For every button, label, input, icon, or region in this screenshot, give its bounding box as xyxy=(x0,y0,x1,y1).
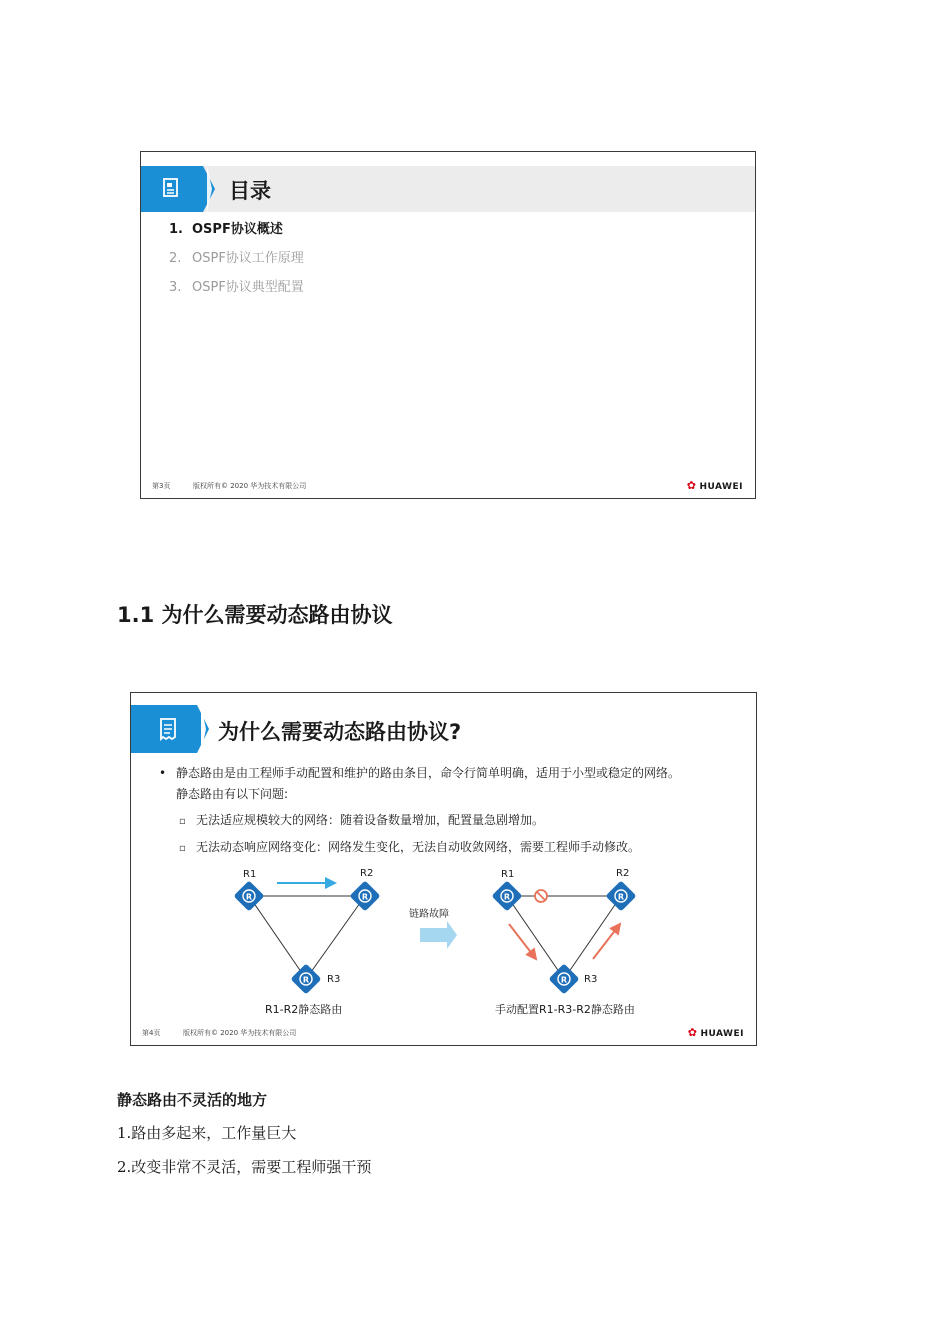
router-icon-r3 xyxy=(548,963,579,994)
routing-diagram: R R1 R2 R3 R1-R2静态路由 链路故障 R1 R2 R3 手动配置R1-R3-R2静态路由 xyxy=(127,849,635,1016)
diagram-caption: R1-R2静态路由 xyxy=(265,1003,343,1016)
bullet-list xyxy=(159,763,680,859)
huawei-flower-icon: ✿ xyxy=(687,1026,698,1039)
huawei-logo xyxy=(687,479,743,492)
header-chevron-highlight xyxy=(201,705,206,753)
link-r2-r3 xyxy=(564,896,621,979)
bullet-continuation: 静态路由有以下问题: xyxy=(176,787,289,801)
router-icon-r3 xyxy=(290,963,321,994)
sub-bullet-square-icon: ▫ xyxy=(179,816,186,827)
toc-label: OSPF协议典型配置 xyxy=(192,280,304,295)
header-chevron-highlight xyxy=(207,166,212,212)
toc-item xyxy=(169,280,304,309)
brand-text: HUAWEI xyxy=(699,482,743,492)
link-failure-label: 链路故障 xyxy=(409,909,449,920)
page-number: 第3页 xyxy=(152,482,171,490)
sub-bullet-text: 无法动态响应网络变化：网络发生变化，无法自动收敛网络，需要工程师手动修改。 xyxy=(196,840,641,854)
router-label: R2 xyxy=(360,868,374,879)
bullet-item xyxy=(159,763,680,784)
copyright: 版权所有© 2020 华为技术有限公司 xyxy=(183,1029,297,1037)
sub-bullet-square-icon: ▫ xyxy=(179,843,186,854)
diagram-caption: 手动配置R1-R3-R2静态路由 xyxy=(495,1003,635,1016)
manual-route-arrow-down xyxy=(509,924,536,959)
toc-number: 2. xyxy=(169,251,182,266)
slide-footer xyxy=(141,476,755,498)
link-r1-r3 xyxy=(507,896,564,979)
notes-icon xyxy=(157,717,179,744)
toc-item xyxy=(169,251,304,280)
router-icon-r2 xyxy=(605,880,636,911)
router-label: R3 xyxy=(327,974,341,985)
toc-item xyxy=(169,222,304,251)
brand-text: HUAWEI xyxy=(700,1029,744,1039)
notes-item: 1.路由多起来，工作量巨大 xyxy=(117,1124,297,1142)
huawei-flower-icon: ✿ xyxy=(686,479,697,492)
toc-slide xyxy=(140,151,756,499)
toc-label: OSPF协议概述 xyxy=(192,222,283,237)
huawei-logo xyxy=(688,1026,744,1039)
document-icon xyxy=(161,177,183,202)
notes-heading: 静态路由不灵活的地方 xyxy=(117,1091,268,1109)
router-label: R1 xyxy=(243,869,257,880)
toc-number: 3. xyxy=(169,280,182,295)
router-label: R1 xyxy=(501,869,515,880)
slide-footer xyxy=(131,1023,756,1045)
router-icon-r1 xyxy=(491,880,522,911)
toc-list xyxy=(169,222,304,309)
toc-number: 1. xyxy=(169,222,183,237)
transition-arrow-icon xyxy=(420,921,457,949)
bullet-dot-icon: • xyxy=(159,766,167,780)
copyright: 版权所有© 2020 华为技术有限公司 xyxy=(193,482,307,490)
link-r1-r3 xyxy=(249,896,306,979)
toc-label: OSPF协议工作原理 xyxy=(192,251,304,266)
slide-title: 目录 xyxy=(229,179,271,203)
dynamic-routing-slide xyxy=(127,692,757,1046)
notes-item: 2.改变非常不灵活，需要工程师强干预 xyxy=(117,1158,372,1176)
router-icon-r1 xyxy=(233,880,264,911)
manual-route-arrow-up xyxy=(593,924,620,959)
router-label: R2 xyxy=(616,868,630,879)
router-icon-r2 xyxy=(349,880,380,911)
section-heading: 1.1 为什么需要动态路由协议 xyxy=(117,603,393,627)
bullet-text: 静态路由是由工程师手动配置和维护的路由条目，命令行简单明确，适用于小型或稳定的网络。 xyxy=(176,766,681,780)
sub-bullet-text: 无法适应规模较大的网络：随着设备数量增加，配置量急剧增加。 xyxy=(196,813,545,827)
page-number: 第4页 xyxy=(142,1029,161,1037)
sub-bullet-item xyxy=(159,810,680,832)
router-label: R3 xyxy=(584,974,598,985)
slide-title: 为什么需要动态路由协议? xyxy=(218,720,462,744)
link-r2-r3 xyxy=(306,896,365,979)
